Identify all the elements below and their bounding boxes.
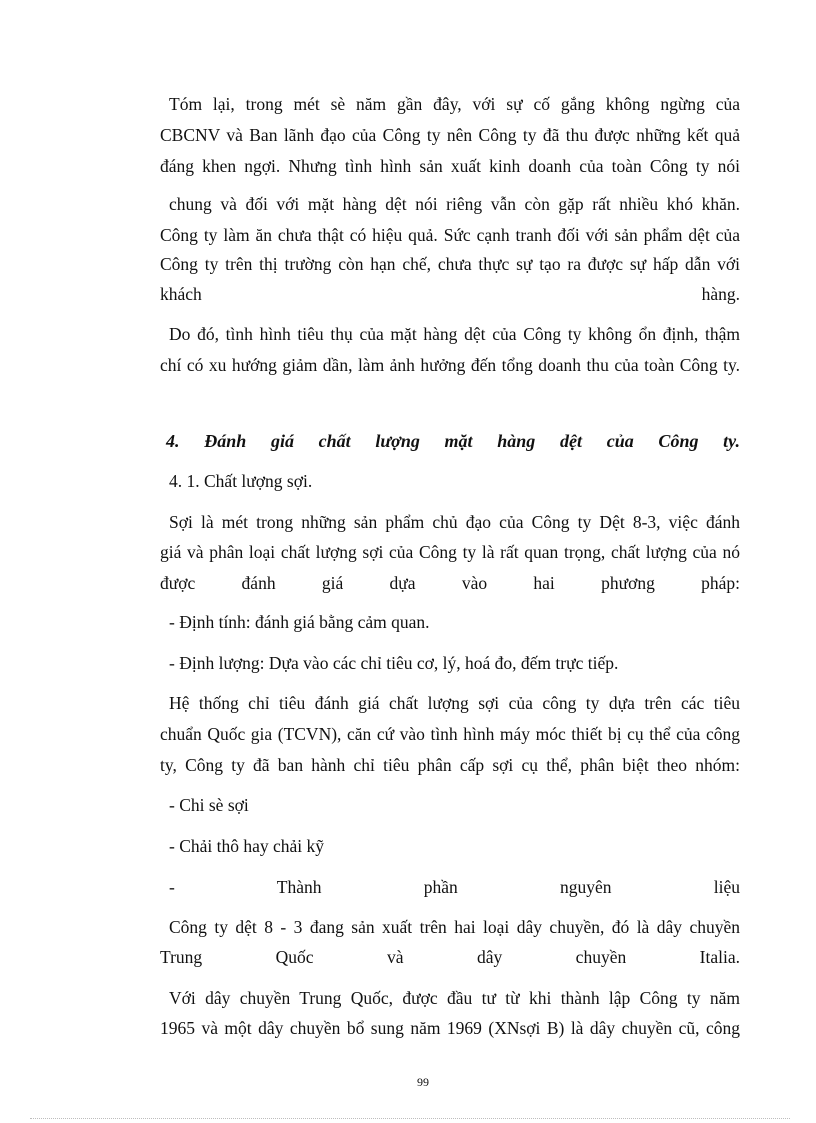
paragraph-4-line-2: giá và phân loại chất lượng sợi của Công ty là rất quan trọng, chất lượng của nó (160, 542, 740, 562)
paragraph-2-line-2: Công ty làm ăn chưa thật có hiệu quả. Sức cạnh tranh đối với sản phẩm dệt của (160, 225, 740, 245)
paragraph-7-line-1: Với dây chuyền Trung Quốc, được đầu tư từ khi thành lập Công ty năm (169, 988, 740, 1008)
bullet-quantitative: - Định lượng: Dựa vào các chỉ tiêu cơ, lý, hoá đo, đếm trực tiếp. (169, 653, 619, 673)
paragraph-5-line-2: chuẩn Quốc gia (TCVN), căn cứ vào tình hình máy móc thiết bị cụ thể của công (160, 724, 740, 744)
paragraph-3-line-1: Do đó, tình hình tiêu thụ của mặt hàng dệt của Công ty không ổn định, thậm (169, 324, 740, 344)
paragraph-2-line-3: Công ty trên thị trường còn hạn chế, chưa thực sự tạo ra được sự hấp dẫn với (160, 254, 740, 274)
paragraph-3-line-2: chí có xu hướng giảm dần, làm ảnh hưởng đến tổng doanh thu của toàn Công ty. (160, 355, 740, 375)
section-heading: 4. Đánh giá chất lượng mặt hàng dệt của Công ty. (166, 431, 740, 451)
paragraph-1-line-2: CBCNV và Ban lãnh đạo của Công ty nên Công ty đã thu được những kết quả (160, 125, 740, 145)
paragraph-6-line-1: Công ty dệt 8 - 3 đang sản xuất trên hai loại dây chuyền, đó là dây chuyền (169, 917, 740, 937)
paragraph-5-line-3: ty, Công ty đã ban hành chỉ tiêu phân cấp sợi cụ thể, phân biệt theo nhóm: (160, 755, 740, 775)
paragraph-7-line-2: 1965 và một dây chuyền bổ sung năm 1969 (XNsợi B) là dây chuyền cũ, công (160, 1018, 740, 1038)
paragraph-1-line-3: đáng khen ngợi. Nhưng tình hình sản xuất kinh doanh của toàn Công ty nói (160, 156, 740, 176)
paragraph-2-line-4: khách hàng. (160, 284, 740, 304)
bullet-material: - Thành phần nguyên liệu (169, 877, 740, 897)
paragraph-2-line-1: chung và đối với mặt hàng dệt nói riêng vẫn còn gặp rất nhiều khó khăn. (169, 194, 740, 214)
paragraph-1-line-1: Tóm lại, trong mét sè năm gần đây, với sự cố gắng không ngừng của (169, 94, 740, 114)
paragraph-4-line-1: Sợi là mét trong những sản phẩm chủ đạo của Công ty Dệt 8-3, việc đánh (169, 512, 740, 532)
paragraph-4-line-3: được đánh giá dựa vào hai phương pháp: (160, 573, 740, 593)
bullet-qualitative: - Định tính: đánh giá bằng cảm quan. (169, 612, 430, 632)
subsection-heading: 4. 1. Chất lượng sợi. (169, 471, 313, 491)
paragraph-5-line-1: Hệ thống chỉ tiêu đánh giá chất lượng sợi của công ty dựa trên các tiêu (169, 693, 740, 713)
paragraph-6-line-2: Trung Quốc và dây chuyền Italia. (160, 947, 740, 967)
page-number: 99 (417, 1075, 429, 1089)
page-bottom-divider (30, 1118, 790, 1119)
bullet-carding: - Chải thô hay chải kỹ (169, 836, 325, 856)
bullet-yarn-count: - Chi sè sợi (169, 795, 249, 815)
